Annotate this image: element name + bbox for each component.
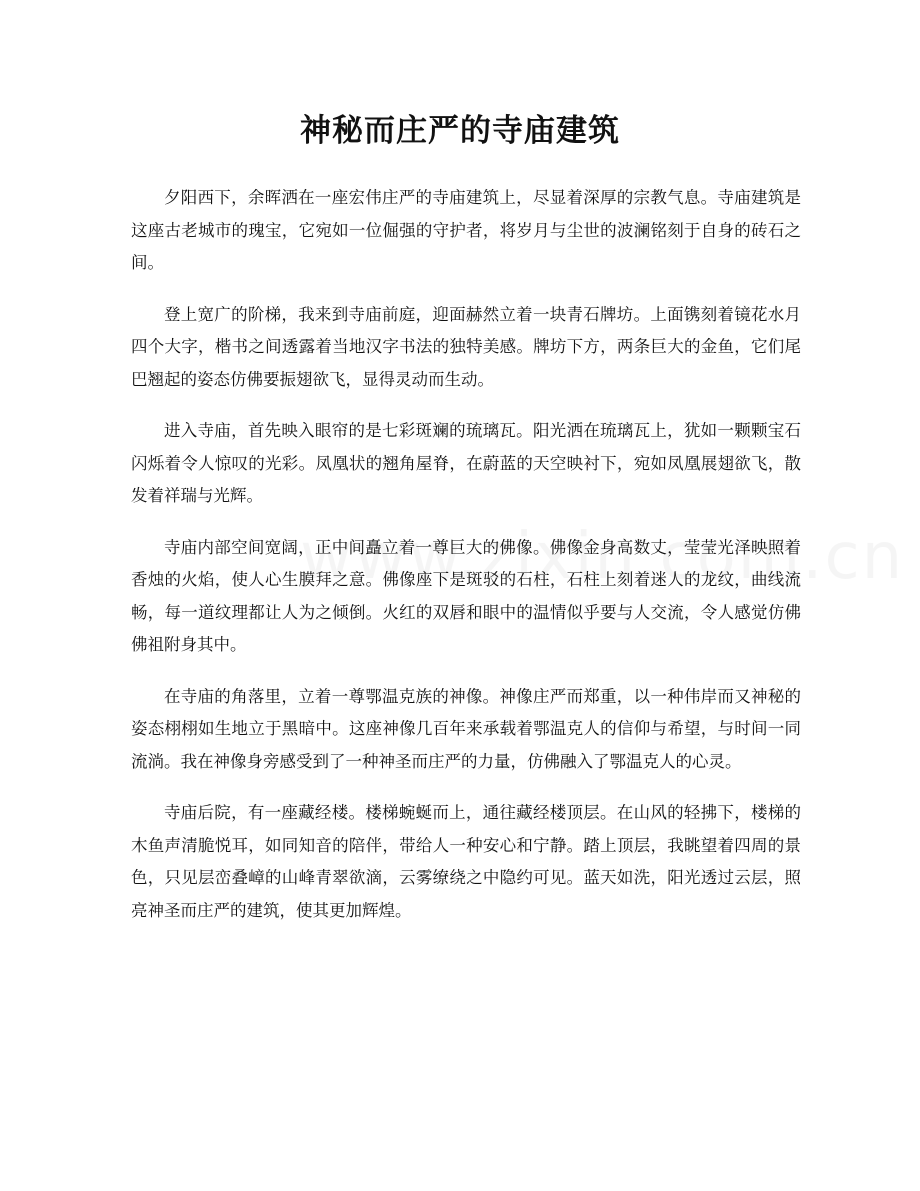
paragraph-1: 夕阳西下，余晖洒在一座宏伟庄严的寺庙建筑上，尽显着深厚的宗教气息。寺庙建筑是这座古老城市的瑰宝，它宛如一位倔强的守护者，将岁月与尘世的波澜铭刻于自身的砖石之间。 [131,188,801,272]
paragraph-4: 寺庙内部空间宽阔，正中间矗立着一尊巨大的佛像。佛像金身高数丈，莹莹光泽映照着香烛的火焰，使人心生膜拜之意。佛像座下是斑驳的石柱，石柱上刻着迷人的龙纹，曲线流畅，每一道纹理都让人为之倾倒。火红的双唇和眼中的温情似乎要与人交流，令人感觉仿佛佛祖附身其中。 [131,537,801,654]
paragraph-6: 寺庙后院，有一座藏经楼。楼梯蜿蜒而上，通往藏经楼顶层。在山风的轻拂下，楼梯的木鱼声清脆悦耳，如同知音的陪伴，带给人一种安心和宁静。踏上顶层，我眺望着四周的景色，只见层峦叠嶂的山峰青翠欲滴，云雾缭绕之中隐约可见。蓝天如洗，阳光透过云层，照亮神圣而庄严的建筑，使其更加辉煌。 [131,803,801,920]
paragraph-5: 在寺庙的角落里，立着一尊鄂温克族的神像。神像庄严而郑重，以一种伟岸而又神秘的姿态栩栩如生地立于黑暗中。这座神像几百年来承载着鄂温克人的信仰与希望，与时间一同流淌。我在神像身旁感受到了一种神圣而庄严的力量，仿佛融入了鄂温克人的心灵。 [131,686,801,771]
paragraph-2: 登上宽广的阶梯，我来到寺庙前庭，迎面赫然立着一块青石牌坊。上面镌刻着镜花水月四个大字，楷书之间透露着当地汉字书法的独特美感。牌坊下方，两条巨大的金鱼，它们尾巴翘起的姿态仿佛要振翅欲飞，显得灵动而生动。 [131,304,801,389]
page-title: 神秘而庄严的寺庙建筑 [300,113,620,149]
document-body [131,182,801,946]
paragraph-3: 进入寺庙，首先映入眼帘的是七彩斑斓的琉璃瓦。阳光洒在琉璃瓦上，犹如一颗颗宝石闪烁着令人惊叹的光彩。凤凰状的翘角屋脊，在蔚蓝的天空映衬下，宛如凤凰展翅欲飞，散发着祥瑞与光辉。 [131,421,801,505]
